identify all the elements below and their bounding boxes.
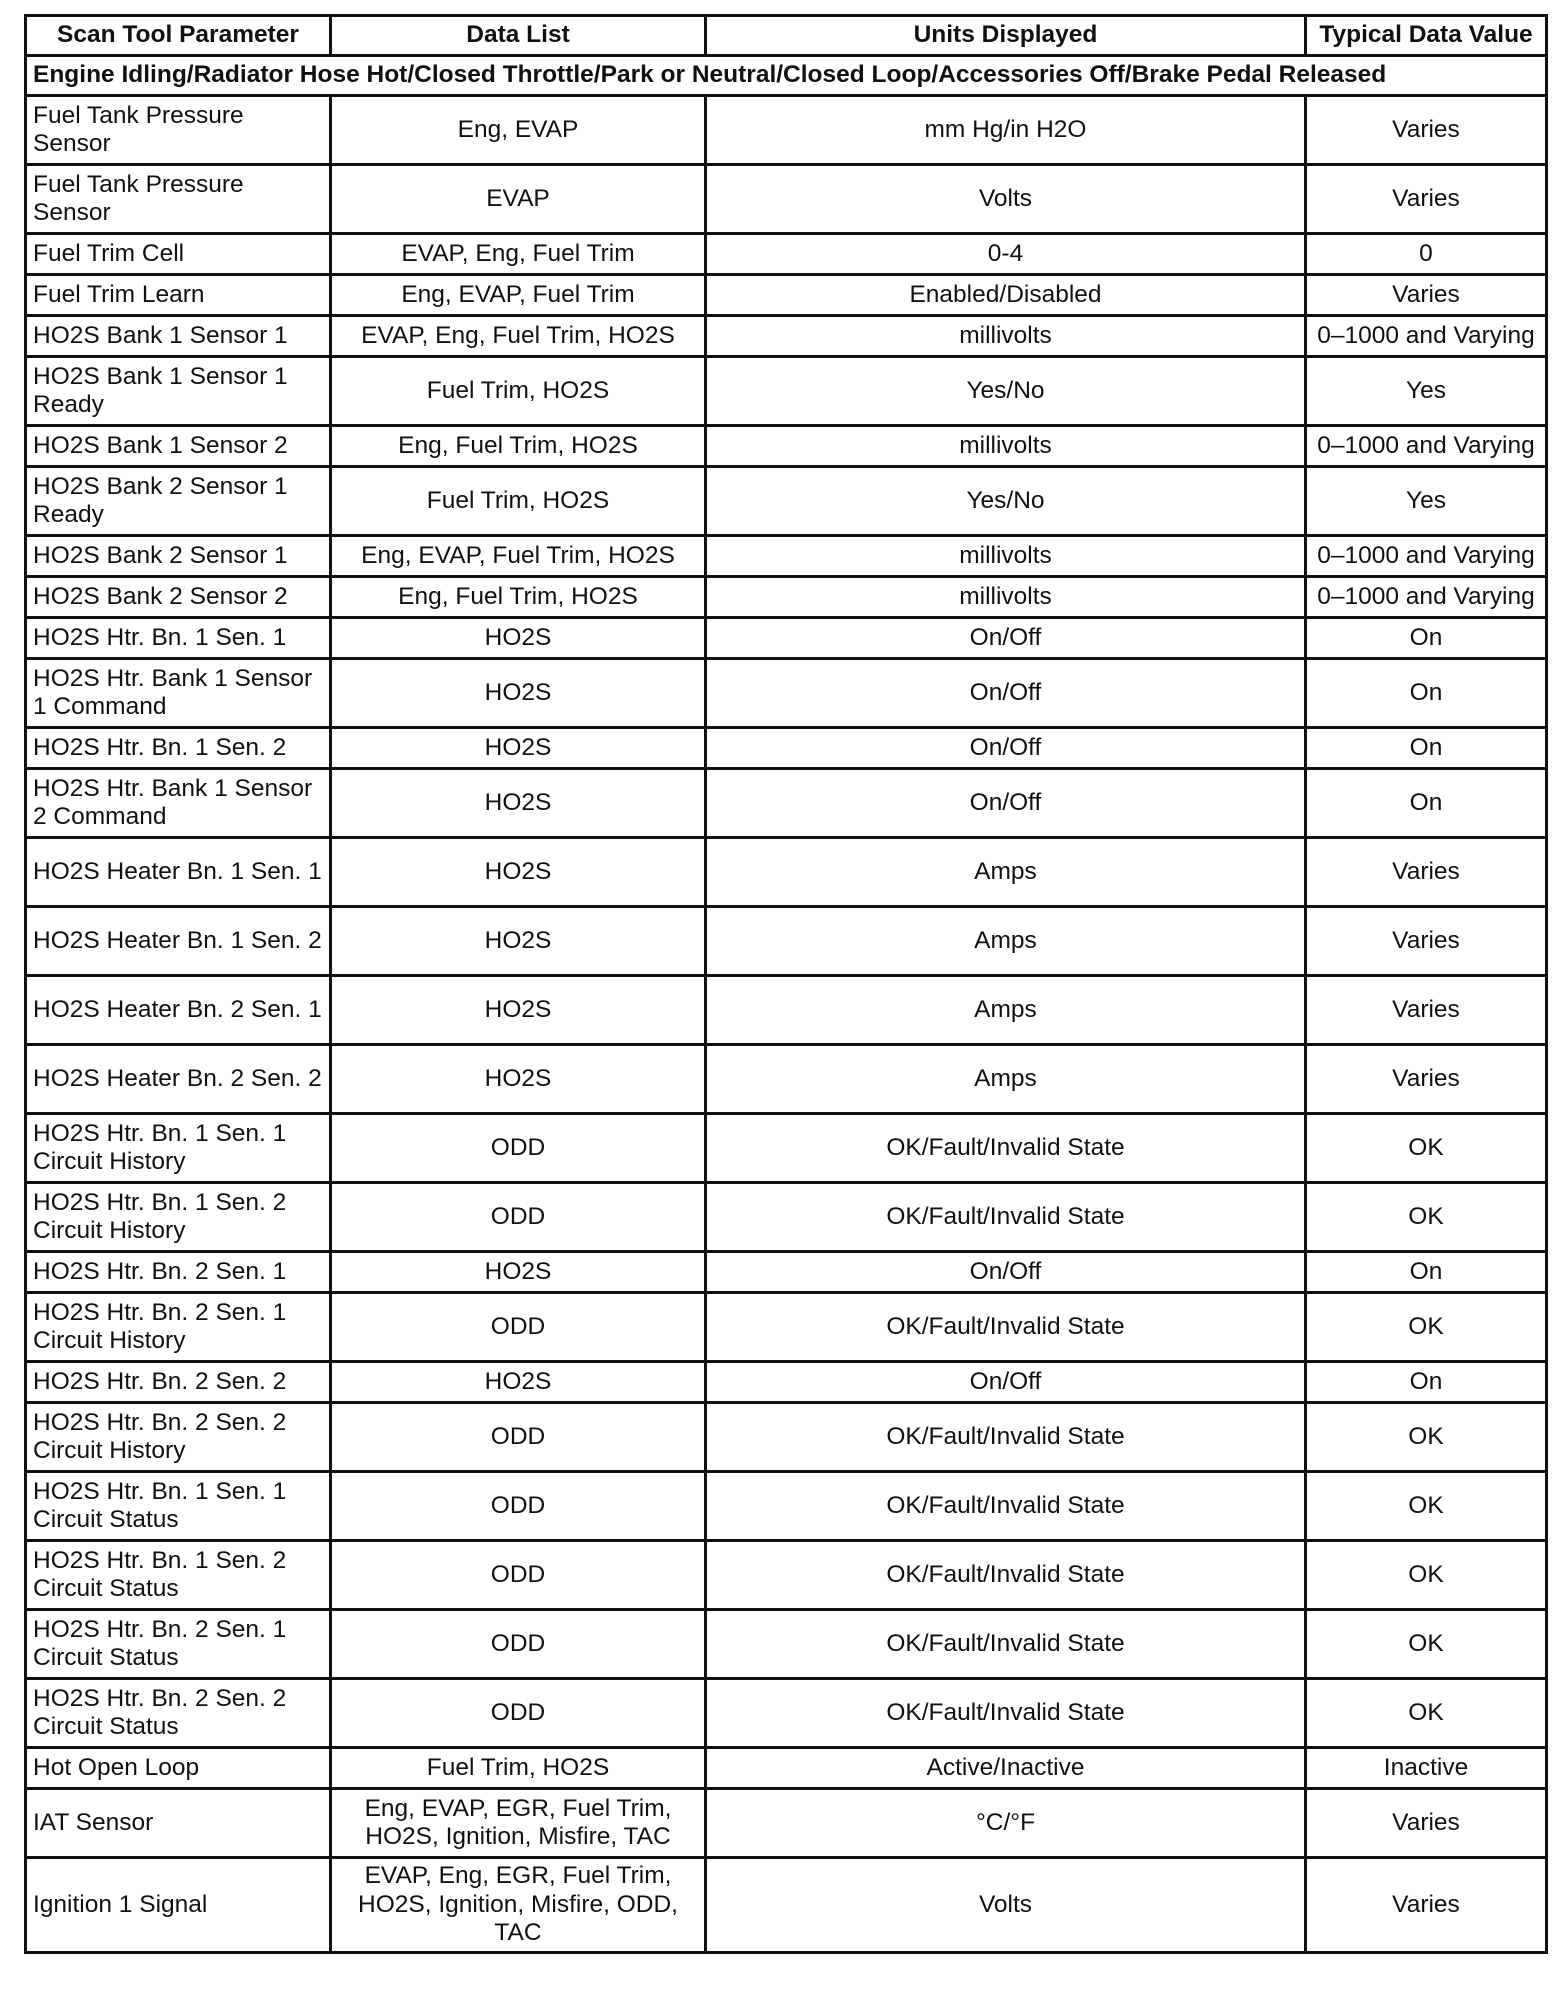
data-list-cell: Eng, EVAP, EGR, Fuel Trim, HO2S, Ignition, Misfire, TAC — [331, 1789, 706, 1858]
table-row — [26, 1403, 1547, 1472]
units-cell: OK/Fault/Invalid State — [706, 1403, 1306, 1472]
table-row — [26, 1362, 1547, 1403]
typical-value-cell: On — [1306, 1252, 1547, 1293]
table-row — [26, 1679, 1547, 1748]
typical-value-cell: Varies — [1306, 838, 1547, 907]
units-cell: millivolts — [706, 536, 1306, 577]
units-cell: Volts — [706, 165, 1306, 234]
units-cell: OK/Fault/Invalid State — [706, 1541, 1306, 1610]
parameter-cell: HO2S Heater Bn. 2 Sen. 2 — [26, 1045, 331, 1114]
units-cell: Yes/No — [706, 467, 1306, 536]
data-list-cell: HO2S — [331, 907, 706, 976]
parameter-cell: HO2S Htr. Bn. 1 Sen. 2 — [26, 728, 331, 769]
units-cell: Amps — [706, 907, 1306, 976]
parameter-cell: HO2S Htr. Bn. 2 Sen. 1 Circuit Status — [26, 1610, 331, 1679]
units-cell: On/Off — [706, 728, 1306, 769]
parameter-cell: HO2S Htr. Bn. 1 Sen. 1 Circuit Status — [26, 1472, 331, 1541]
units-cell: OK/Fault/Invalid State — [706, 1679, 1306, 1748]
parameter-cell: HO2S Htr. Bn. 2 Sen. 1 Circuit History — [26, 1293, 331, 1362]
parameter-cell: HO2S Heater Bn. 1 Sen. 1 — [26, 838, 331, 907]
typical-value-cell: OK — [1306, 1403, 1547, 1472]
data-list-cell: ODD — [331, 1403, 706, 1472]
data-list-cell: HO2S — [331, 728, 706, 769]
typical-value-cell: OK — [1306, 1610, 1547, 1679]
units-cell: millivolts — [706, 426, 1306, 467]
data-list-cell: ODD — [331, 1293, 706, 1362]
typical-value-cell: On — [1306, 1362, 1547, 1403]
typical-value-cell: Inactive — [1306, 1748, 1547, 1789]
table-row — [26, 316, 1547, 357]
table-row — [26, 275, 1547, 316]
table-row — [26, 536, 1547, 577]
scan-tool-data-table — [24, 14, 1548, 1954]
data-list-cell: EVAP, Eng, Fuel Trim — [331, 234, 706, 275]
units-cell: Yes/No — [706, 357, 1306, 426]
data-list-cell: HO2S — [331, 976, 706, 1045]
units-cell: OK/Fault/Invalid State — [706, 1114, 1306, 1183]
parameter-cell: HO2S Bank 2 Sensor 1 Ready — [26, 467, 331, 536]
parameter-cell: HO2S Htr. Bn. 1 Sen. 1 — [26, 618, 331, 659]
units-cell: 0-4 — [706, 234, 1306, 275]
parameter-cell: HO2S Bank 2 Sensor 2 — [26, 577, 331, 618]
typical-value-cell: Yes — [1306, 357, 1547, 426]
data-list-cell: Eng, EVAP, Fuel Trim, HO2S — [331, 536, 706, 577]
typical-value-cell: 0–1000 and Varying — [1306, 577, 1547, 618]
table-row — [26, 165, 1547, 234]
data-list-cell: Fuel Trim, HO2S — [331, 467, 706, 536]
table-row — [26, 1252, 1547, 1293]
header-units-displayed: Units Displayed — [706, 16, 1306, 56]
data-list-cell: Fuel Trim, HO2S — [331, 1748, 706, 1789]
parameter-cell: HO2S Htr. Bn. 1 Sen. 2 Circuit History — [26, 1183, 331, 1252]
parameter-cell: HO2S Heater Bn. 1 Sen. 2 — [26, 907, 331, 976]
typical-value-cell: Varies — [1306, 1045, 1547, 1114]
typical-value-cell: On — [1306, 728, 1547, 769]
typical-value-cell: 0 — [1306, 234, 1547, 275]
units-cell: OK/Fault/Invalid State — [706, 1472, 1306, 1541]
table-row — [26, 1293, 1547, 1362]
parameter-cell: HO2S Htr. Bank 1 Sensor 2 Command — [26, 769, 331, 838]
data-list-cell: ODD — [331, 1183, 706, 1252]
data-list-cell: Fuel Trim, HO2S — [331, 357, 706, 426]
operating-condition: Engine Idling/Radiator Hose Hot/Closed Throttle/Park or Neutral/Closed Loop/Accessories Off/Brake Pedal Released — [26, 56, 1547, 96]
table-row — [26, 618, 1547, 659]
parameter-cell: HO2S Htr. Bn. 1 Sen. 2 Circuit Status — [26, 1541, 331, 1610]
parameter-cell: HO2S Bank 2 Sensor 1 — [26, 536, 331, 577]
table-row — [26, 1045, 1547, 1114]
typical-value-cell: OK — [1306, 1293, 1547, 1362]
table-row — [26, 1472, 1547, 1541]
table-row — [26, 1114, 1547, 1183]
typical-value-cell: On — [1306, 618, 1547, 659]
typical-value-cell: OK — [1306, 1183, 1547, 1252]
data-list-cell: Eng, Fuel Trim, HO2S — [331, 426, 706, 467]
table-row — [26, 1748, 1547, 1789]
parameter-cell: HO2S Htr. Bn. 2 Sen. 2 Circuit History — [26, 1403, 331, 1472]
units-cell: millivolts — [706, 316, 1306, 357]
parameter-cell: HO2S Bank 1 Sensor 2 — [26, 426, 331, 467]
typical-value-cell: Varies — [1306, 1789, 1547, 1858]
units-cell: mm Hg/in H2O — [706, 96, 1306, 165]
units-cell: millivolts — [706, 577, 1306, 618]
condition-row — [26, 56, 1547, 96]
units-cell: On/Off — [706, 769, 1306, 838]
data-list-cell: HO2S — [331, 1362, 706, 1403]
table-row — [26, 1610, 1547, 1679]
units-cell: Amps — [706, 1045, 1306, 1114]
typical-value-cell: 0–1000 and Varying — [1306, 316, 1547, 357]
typical-value-cell: Varies — [1306, 275, 1547, 316]
typical-value-cell: OK — [1306, 1472, 1547, 1541]
typical-value-cell: OK — [1306, 1541, 1547, 1610]
table-row — [26, 577, 1547, 618]
table-row — [26, 426, 1547, 467]
parameter-cell: Fuel Trim Learn — [26, 275, 331, 316]
data-list-cell: HO2S — [331, 618, 706, 659]
table-row — [26, 1183, 1547, 1252]
parameter-cell: HO2S Htr. Bank 1 Sensor 1 Command — [26, 659, 331, 728]
typical-value-cell: OK — [1306, 1114, 1547, 1183]
units-cell: OK/Fault/Invalid State — [706, 1610, 1306, 1679]
table-row — [26, 976, 1547, 1045]
units-cell: Amps — [706, 976, 1306, 1045]
data-list-cell: ODD — [331, 1679, 706, 1748]
parameter-cell: Fuel Tank Pressure Sensor — [26, 165, 331, 234]
table-row — [26, 1858, 1547, 1953]
data-list-cell: HO2S — [331, 1045, 706, 1114]
data-list-cell: EVAP — [331, 165, 706, 234]
header-typical-data-value: Typical Data Value — [1306, 16, 1547, 56]
table-row — [26, 659, 1547, 728]
table-row — [26, 96, 1547, 165]
data-list-cell: EVAP, Eng, EGR, Fuel Trim, HO2S, Ignition, Misfire, ODD, TAC — [331, 1858, 706, 1953]
typical-value-cell: Varies — [1306, 1858, 1547, 1953]
table-row — [26, 907, 1547, 976]
units-cell: On/Off — [706, 618, 1306, 659]
data-list-cell: ODD — [331, 1541, 706, 1610]
parameter-cell: Ignition 1 Signal — [26, 1858, 331, 1953]
parameter-cell: HO2S Bank 1 Sensor 1 Ready — [26, 357, 331, 426]
parameter-cell: HO2S Htr. Bn. 2 Sen. 2 — [26, 1362, 331, 1403]
table-row — [26, 728, 1547, 769]
units-cell: °C/°F — [706, 1789, 1306, 1858]
data-list-cell: HO2S — [331, 659, 706, 728]
typical-value-cell: Varies — [1306, 907, 1547, 976]
data-list-cell: HO2S — [331, 769, 706, 838]
data-list-cell: ODD — [331, 1114, 706, 1183]
units-cell: Active/Inactive — [706, 1748, 1306, 1789]
parameter-cell: HO2S Htr. Bn. 1 Sen. 1 Circuit History — [26, 1114, 331, 1183]
typical-value-cell: Varies — [1306, 976, 1547, 1045]
units-cell: Enabled/Disabled — [706, 275, 1306, 316]
parameter-cell: Fuel Trim Cell — [26, 234, 331, 275]
typical-value-cell: OK — [1306, 1679, 1547, 1748]
parameter-cell: HO2S Htr. Bn. 2 Sen. 1 — [26, 1252, 331, 1293]
header-row — [26, 16, 1547, 56]
typical-value-cell: On — [1306, 659, 1547, 728]
typical-value-cell: Yes — [1306, 467, 1547, 536]
data-list-cell: EVAP, Eng, Fuel Trim, HO2S — [331, 316, 706, 357]
data-list-cell: Eng, EVAP — [331, 96, 706, 165]
units-cell: Volts — [706, 1858, 1306, 1953]
table-row — [26, 467, 1547, 536]
typical-value-cell: 0–1000 and Varying — [1306, 426, 1547, 467]
data-list-cell: Eng, Fuel Trim, HO2S — [331, 577, 706, 618]
table-row — [26, 1541, 1547, 1610]
typical-value-cell: Varies — [1306, 165, 1547, 234]
typical-value-cell: On — [1306, 769, 1547, 838]
typical-value-cell: Varies — [1306, 96, 1547, 165]
table-row — [26, 234, 1547, 275]
units-cell: OK/Fault/Invalid State — [706, 1183, 1306, 1252]
units-cell: Amps — [706, 838, 1306, 907]
table-row — [26, 1789, 1547, 1858]
data-list-cell: HO2S — [331, 838, 706, 907]
units-cell: On/Off — [706, 1252, 1306, 1293]
units-cell: OK/Fault/Invalid State — [706, 1293, 1306, 1362]
header-scan-tool-parameter: Scan Tool Parameter — [26, 16, 331, 56]
header-data-list: Data List — [331, 16, 706, 56]
units-cell: On/Off — [706, 659, 1306, 728]
parameter-cell: HO2S Bank 1 Sensor 1 — [26, 316, 331, 357]
parameter-cell: Fuel Tank Pressure Sensor — [26, 96, 331, 165]
data-list-cell: Eng, EVAP, Fuel Trim — [331, 275, 706, 316]
parameter-cell: HO2S Htr. Bn. 2 Sen. 2 Circuit Status — [26, 1679, 331, 1748]
parameter-cell: IAT Sensor — [26, 1789, 331, 1858]
data-list-cell: HO2S — [331, 1252, 706, 1293]
table-row — [26, 357, 1547, 426]
typical-value-cell: 0–1000 and Varying — [1306, 536, 1547, 577]
units-cell: On/Off — [706, 1362, 1306, 1403]
parameter-cell: HO2S Heater Bn. 2 Sen. 1 — [26, 976, 331, 1045]
parameter-cell: Hot Open Loop — [26, 1748, 331, 1789]
data-list-cell: ODD — [331, 1610, 706, 1679]
data-list-cell: ODD — [331, 1472, 706, 1541]
table-row — [26, 838, 1547, 907]
table-row — [26, 769, 1547, 838]
